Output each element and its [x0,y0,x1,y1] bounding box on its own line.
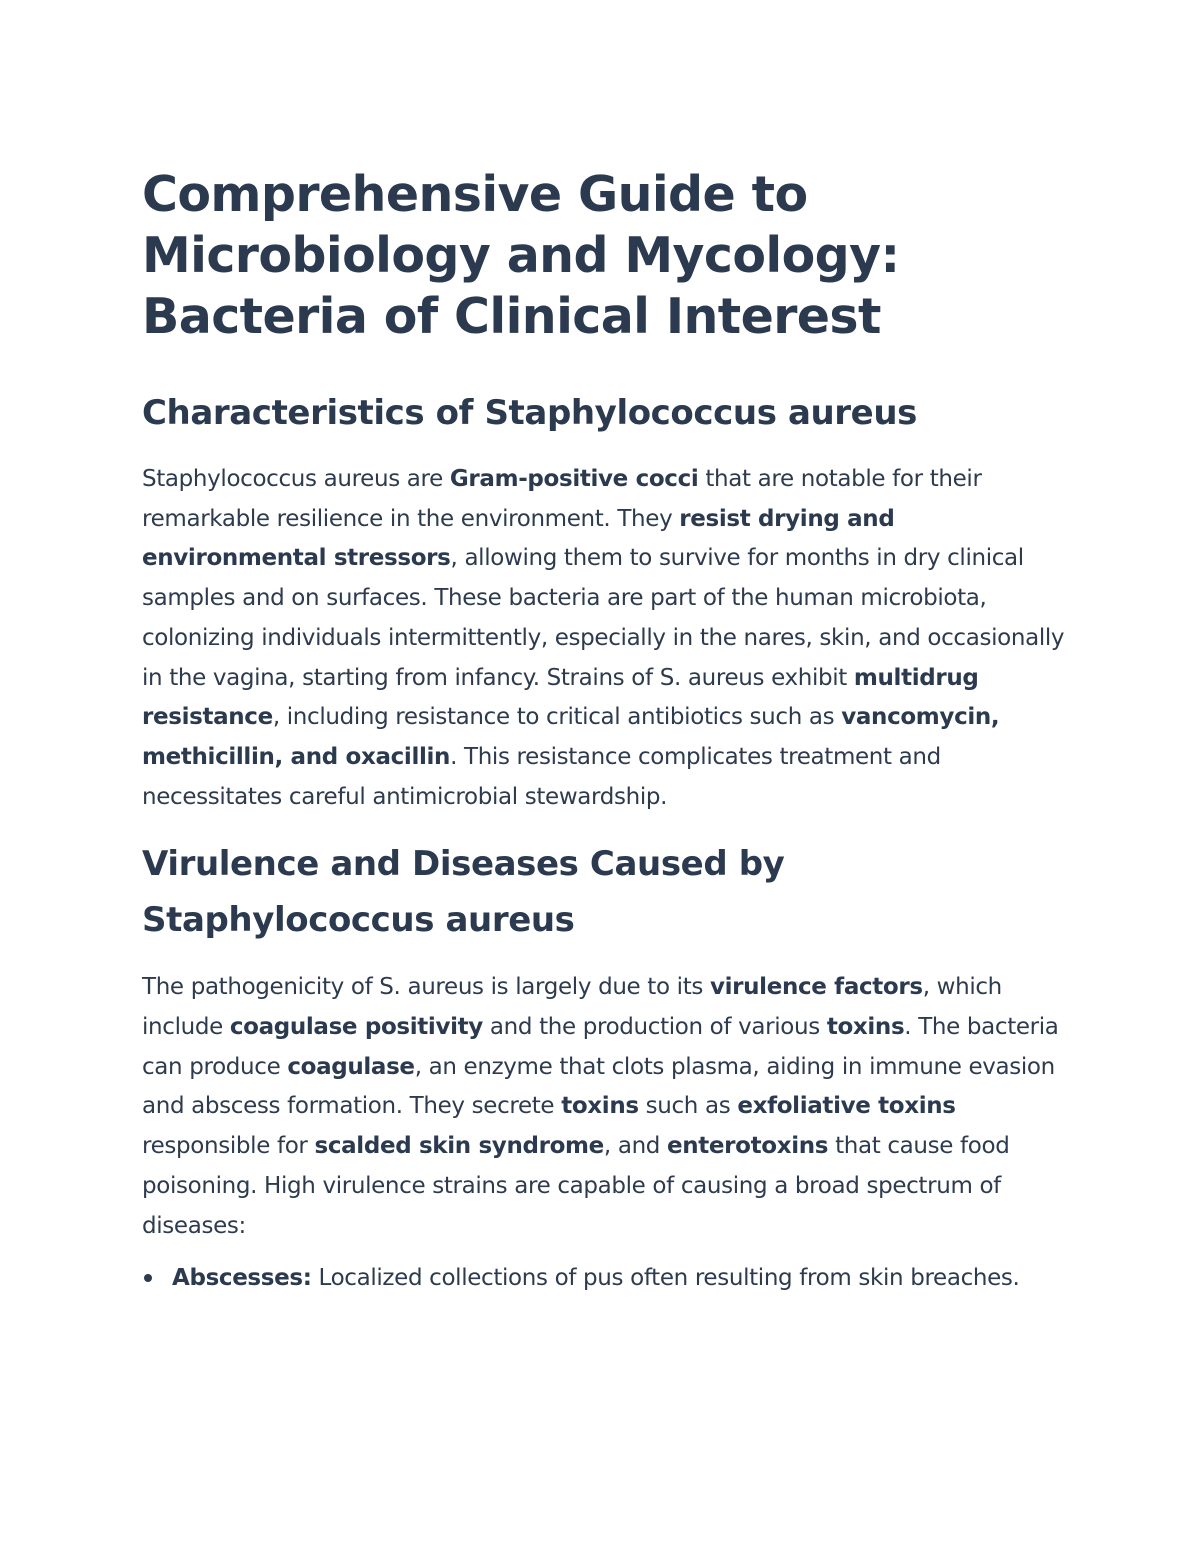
bold-term: Gram-positive cocci [449,466,699,492]
bold-term: vancomycin, methicillin, and oxacillin [142,704,1000,770]
bold-term: resist drying and environmental stressors [142,505,895,572]
bold-term: multidrug resistance [142,664,979,731]
text-run: , allowing them to survive for months in dry clinical samples and on surfaces. These bacteria are part of the human microbiota, colonizing individuals intermittently, especially in the nares, skin, and occasionally in the vagina, starting from infancy. Strains of S. aureus exhibit [142,545,1065,691]
bullet-icon [144,1274,152,1282]
text-run: Staphylococcus aureus are [142,466,450,492]
text-run: that are notable for their remarkable resilience in the environment. They [142,466,982,532]
text-run: , which include [142,974,1002,1041]
list-item [142,1258,1072,1298]
text-run: such as [638,1093,738,1120]
section-heading-characteristics: Characteristics of Staphylococcus aureus [142,393,917,433]
bold-term: scalded skin syndrome [314,1133,604,1160]
bold-term: coagulase [287,1053,415,1080]
text-run: , and [603,1133,668,1160]
characteristics-paragraph [142,460,1072,817]
text-run: , including resistance to critical antibiotics such as [272,704,842,731]
bold-term: coagulase positivity [229,1014,483,1041]
text-run: that cause food poisoning. High virulence strains are capable of causing a broad spectrum of diseases: [142,1133,1010,1239]
virulence-paragraph [142,968,1072,1246]
text-run: , an enzyme that clots plasma, aiding in immune evasion and abscess formation. They secrete [142,1053,1055,1120]
text-run: The pathogenicity of S. aureus is largely due to its [142,974,710,1001]
bold-term: toxins [826,1014,905,1041]
text-run: responsible for [142,1133,315,1160]
document-page [142,164,1072,1298]
list-item-text: Localized collections of pus often resulting from skin breaches. [311,1265,1020,1292]
text-run: . The bacteria can produce [142,1014,1059,1080]
document-title: Comprehensive Guide to Microbiology and Mycology: Bacteria of Clinical Interest [142,166,900,345]
bold-term: virulence factors [709,974,923,1001]
text-run: and the production of various [482,1014,827,1041]
section-heading-virulence: Virulence and Diseases Caused by Staphylococcus aureus [142,844,785,941]
bold-term: enterotoxins [667,1133,829,1160]
disease-list [142,1258,1072,1298]
list-item-term: Abscesses: [172,1265,312,1292]
text-run: . This resistance complicates treatment and necessitates careful antimicrobial stewardship. [142,743,941,810]
bold-term: exfoliative toxins [737,1093,956,1120]
bold-term: toxins [561,1093,639,1120]
